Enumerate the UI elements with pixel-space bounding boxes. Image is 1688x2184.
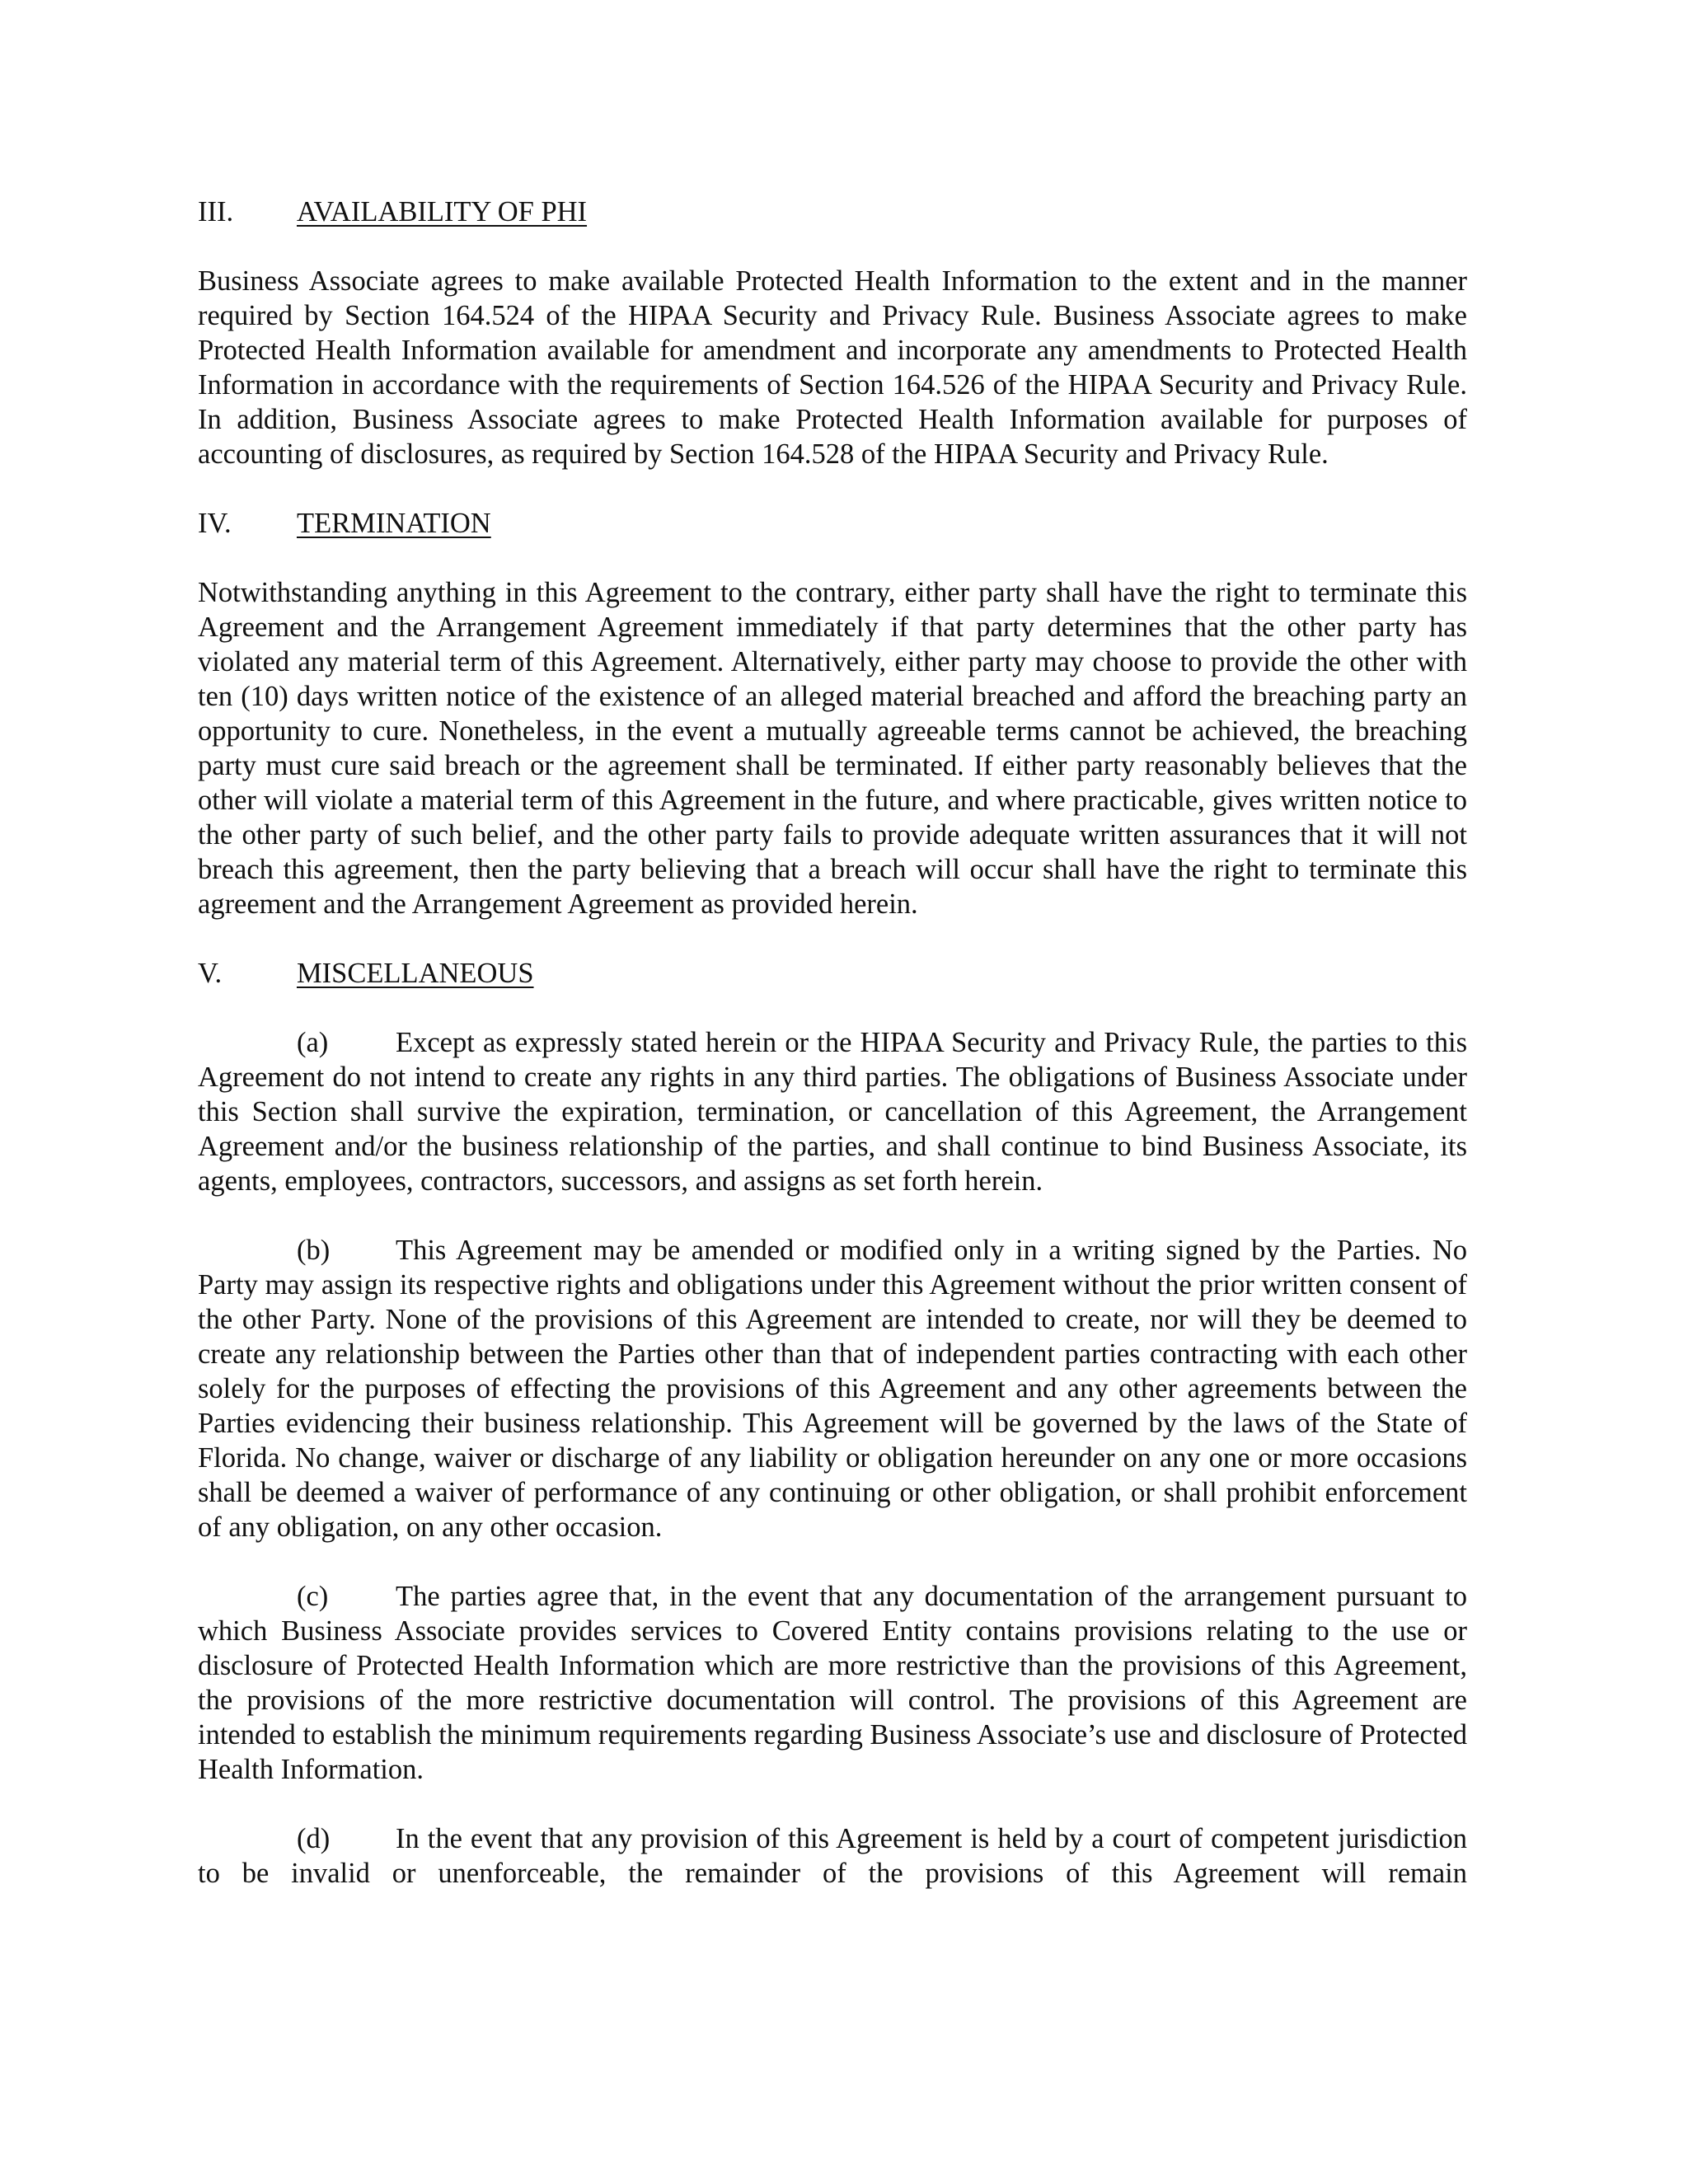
- clause-marker: (d): [297, 1823, 331, 1854]
- section-number: V.: [198, 958, 223, 989]
- section-title: AVAILABILITY OF PHI: [297, 196, 588, 227]
- misc-clause-b: [198, 1233, 1467, 1544]
- clause-marker: (b): [297, 1235, 331, 1266]
- section-number: IV.: [198, 508, 232, 539]
- clause-text: The parties agree that, in the event that any documentation of the arrangement pursuant to which Business Associate provides services to Covered Entity contains provisions relating to the use or disclosure of Protected Health Information which are more restrictive than the provisions of this Agreement, the provisions of the more restrictive documentation will control. The provisions of this Agreement are intended to establish the minimum requirements regarding Business Associate’s use and disclosure of Protected Health Information.: [198, 1581, 1467, 1785]
- section-heading-availability: [198, 194, 1467, 229]
- section-title: MISCELLANEOUS: [297, 958, 534, 989]
- clause-text: In the event that any provision of this Agreement is held by a court of competent jurisdiction to be invalid or unenforceable, the remainder of the provisions of this Agreement will remain: [198, 1823, 1467, 1889]
- document-page: [198, 194, 1467, 1891]
- misc-clause-c: [198, 1579, 1467, 1787]
- clause-text: This Agreement may be amended or modified only in a writing signed by the Parties. No Party may assign its respective rights and obligations under this Agreement without the prior written consent of the other Party. None of the provisions of this Agreement are intended to create, nor will they be deemed to create any relationship between the Parties other than that of independent parties contracting with each other solely for the purposes of effecting the provisions of this Agreement and any other agreements between the Parties evidencing their business relationship. This Agreement will be governed by the laws of the State of Florida. No change, waiver or discharge of any liability or obligation hereunder on any one or more occasions shall be deemed a waiver of performance of any continuing or other obligation, or shall prohibit enforcement of any obligation, on any other occasion.: [198, 1235, 1467, 1543]
- section-body-availability: Business Associate agrees to make available Protected Health Information to the extent and in the manner required by Section 164.524 of the HIPAA Security and Privacy Rule. Business Associate agrees to make Protected Health Information available for amendment and incorporate any amendments to Protected Health Information in accordance with the requirements of Section 164.526 of the HIPAA Security and Privacy Rule. In addition, Business Associate agrees to make Protected Health Information available for purposes of accounting of disclosures, as required by Section 164.528 of the HIPAA Security and Privacy Rule.: [198, 265, 1467, 470]
- clause-marker: (a): [297, 1027, 329, 1058]
- clause-text: Except as expressly stated herein or the HIPAA Security and Privacy Rule, the parties to this Agreement do not intend to create any rights in any third parties. The obligations of Business Associate under this Section shall survive the expiration, termination, or cancellation of this Agreement, the Arrangement Agreement and/or the business relationship of the parties, and shall continue to bind Business Associate, its agents, employees, contractors, successors, and assigns as set forth herein.: [198, 1027, 1467, 1197]
- section-title: TERMINATION: [297, 508, 491, 539]
- misc-clause-a: [198, 1025, 1467, 1198]
- section-body-termination: Notwithstanding anything in this Agreement to the contrary, either party shall have the right to terminate this Agreement and the Arrangement Agreement immediately if that party determines that the other party has violated any material term of this Agreement. Alternatively, either party may choose to provide the other with ten (10) days written notice of the existence of an alleged material breached and afford the breaching party an opportunity to cure. Nonetheless, in the event a mutually agreeable terms cannot be achieved, the breaching party must cure said breach or the agreement shall be terminated. If either party reasonably believes that the other will violate a material term of this Agreement in the future, and where practicable, gives written notice to the other party of such belief, and the other party fails to provide adequate written assurances that it will not breach this agreement, then the party believing that a breach will occur shall have the right to terminate this agreement and the Arrangement Agreement as provided herein.: [198, 577, 1467, 920]
- section-heading-termination: [198, 506, 1467, 541]
- section-heading-miscellaneous: [198, 956, 1467, 991]
- section-number: III.: [198, 196, 234, 227]
- clause-marker: (c): [297, 1581, 329, 1612]
- misc-clause-d: [198, 1821, 1467, 1891]
